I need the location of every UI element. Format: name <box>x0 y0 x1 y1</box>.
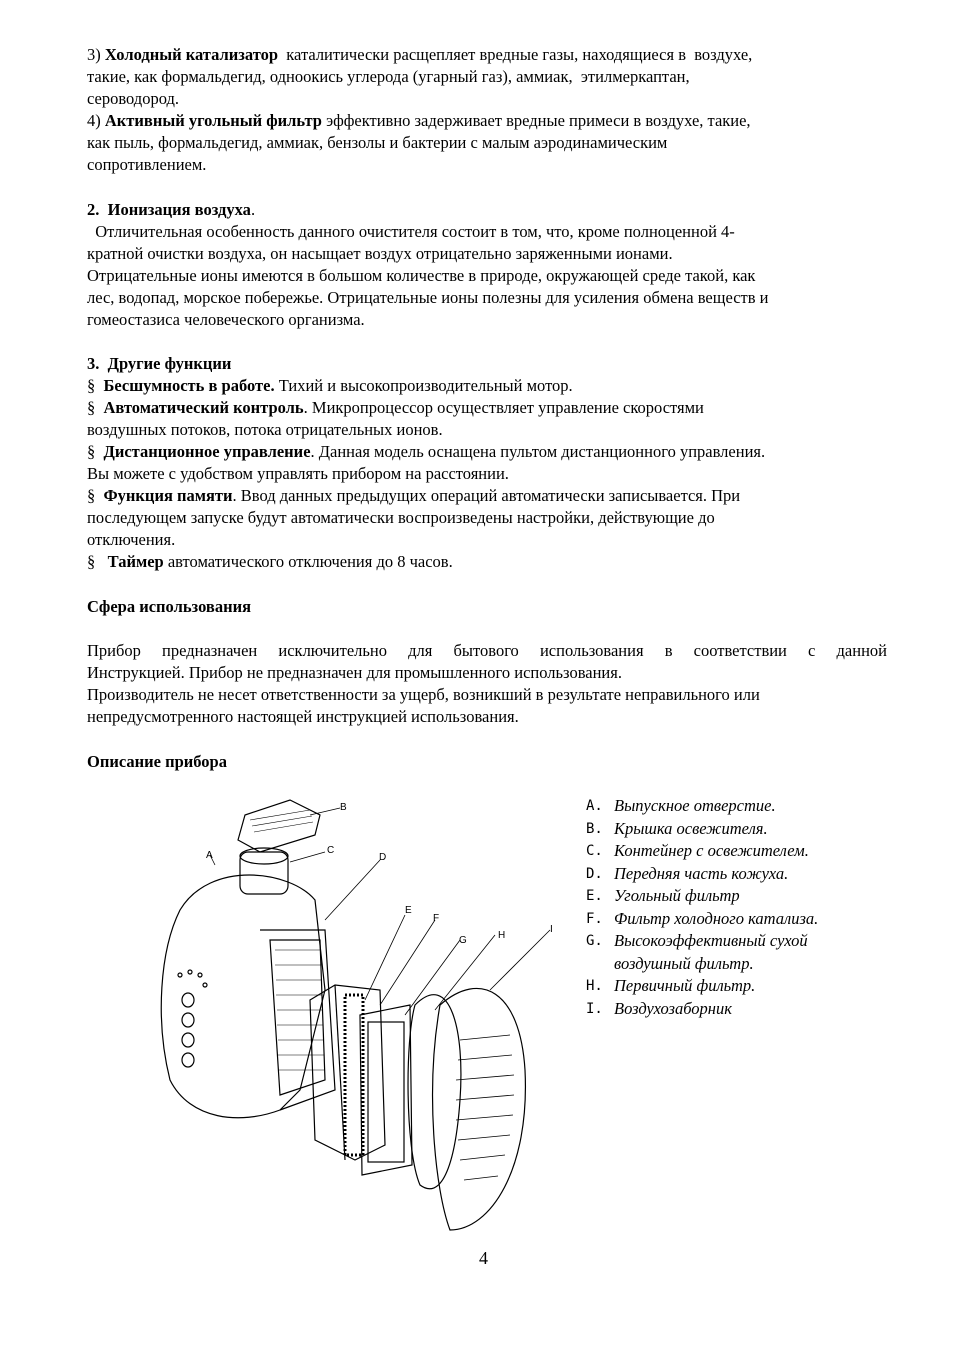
legend-text: воздушный фильтр. <box>614 953 754 973</box>
section-heading: Описание прибора <box>87 752 227 771</box>
text-line: Отрицательные ионы имеются в большом количестве в природе, окружающей среде такой, как <box>87 266 756 285</box>
legend-text: Угольный фильтр <box>614 886 740 905</box>
text-line: гомеостазиса человеческого организма. <box>87 310 365 329</box>
text-line: Отличительная особенность данного очистителя состоит в том, что, кроме полноценной 4- <box>87 222 735 241</box>
legend-text: Выпускное отверстие. <box>614 796 776 815</box>
function-title: Таймер <box>107 552 164 571</box>
filter-h <box>408 995 461 1189</box>
text-line: последующем запуске будут автоматически воспроизведены настройки, действующие до <box>87 508 715 527</box>
legend-item <box>586 953 818 976</box>
text-line: отключения. <box>87 530 176 549</box>
function-title: Бесшумность в работе. <box>103 376 275 395</box>
bullet-icon: § <box>87 552 96 571</box>
legend-item <box>586 795 818 818</box>
legend-key: D. <box>586 865 603 882</box>
diagram-label-h: H <box>498 930 506 941</box>
legend-item <box>586 975 818 998</box>
item-number: 3) <box>87 45 101 64</box>
legend-text: Контейнер с освежителем. <box>614 841 809 860</box>
legend-text: Первичный фильтр. <box>614 976 756 995</box>
text-line: Производитель не несет ответственности за ущерб, возникший в результате неправильного или <box>87 685 760 704</box>
legend-key <box>586 953 614 976</box>
filter-g <box>360 1005 412 1175</box>
leader-lines <box>210 808 550 1015</box>
page-number: 4 <box>479 1248 488 1268</box>
text-line: Прибор предназначен исключительно для бытового использования в соответствии с данной <box>87 641 887 660</box>
bullet-icon: § <box>87 442 96 461</box>
section-heading: Ионизация воздуха <box>107 200 251 219</box>
diagram-label-c: C <box>327 845 335 856</box>
device-diagram <box>150 790 580 1240</box>
legend-key: B. <box>586 820 603 837</box>
legend-text: Фильтр холодного катализа. <box>614 908 819 928</box>
legend-key: G. <box>586 933 603 949</box>
bullet-icon: § <box>87 376 96 395</box>
text-line: воздушных потоков, потока отрицательных ионов. <box>87 420 443 439</box>
function-title: Дистанционное управление <box>103 442 311 461</box>
text-line: лес, водопад, морское побережье. Отрицательные ионы полезны для усиления обмена веществ и <box>87 288 769 307</box>
section-other-functions <box>87 353 887 573</box>
parts-legend <box>586 795 818 1020</box>
diagram-label-b: B <box>340 802 347 813</box>
section-ionization: 2. Ионизация воздуха. Отличительная особенность данного очистителя состоит в том, что, кроме полноценной 4- кратной очистки воздуха, он насыщает воздух отрицательно заряженными ионами. Отрицательные ионы имеются в большом количестве в природе, окружающей среде такой, как лес, водопад, морское побережье. Отрицательные ионы полезны для усиления обмена веществ и гомеостазиса человеческого организма. <box>87 199 887 331</box>
text-line: каталитически расщепляет вредные газы, находящиеся в воздухе, <box>278 45 753 64</box>
function-title: Функция памяти <box>103 486 233 505</box>
text-line: . Ввод данных предыдущих операций автоматически записывается. При <box>232 486 741 505</box>
section-usage <box>87 596 887 728</box>
item-number: 4) <box>87 111 101 130</box>
legend-key: H. <box>586 978 603 994</box>
legend-item <box>586 818 818 841</box>
bullet-icon: § <box>87 398 96 417</box>
text-line: кратной очистки воздуха, он насыщает воздух отрицательно заряженными ионами. <box>87 244 673 263</box>
feature-3 <box>87 44 887 176</box>
text-line: Вы можете с удобством управлять прибором на расстоянии. <box>87 464 509 483</box>
legend-text: Крышка освежителя. <box>614 818 768 838</box>
diagram-label-e: E <box>405 905 412 916</box>
legend-item <box>586 908 818 931</box>
text-line: сопротивлением. <box>87 155 207 174</box>
section-heading: Сфера использования <box>87 597 252 616</box>
legend-text: Высокоэффективный сухой <box>614 931 808 950</box>
legend-key: A. <box>586 798 603 814</box>
diagram-label-g: G <box>459 935 467 946</box>
text-line: эффективно задерживает вредные примеси в воздухе, такие, <box>321 111 751 130</box>
section-number: 2. <box>87 200 100 219</box>
legend-key: E. <box>586 888 603 904</box>
legend-item <box>586 863 818 886</box>
section-description <box>87 751 887 773</box>
legend-item <box>586 998 818 1021</box>
text-line: непредусмотренного настоящей инструкцией использования. <box>87 707 519 726</box>
legend-key: F. <box>586 910 603 927</box>
text-line: автоматического отключения до 8 часов. <box>163 552 453 571</box>
diagram-label-a: A <box>206 850 213 861</box>
text-line: сероводород. <box>87 89 179 108</box>
text-line: Инструкцией. Прибор не предназначен для промышленного использования. <box>87 663 622 682</box>
legend-item <box>586 840 818 863</box>
device-body <box>161 800 335 1118</box>
bullet-icon: § <box>87 486 96 505</box>
function-title: Автоматический контроль <box>103 398 304 417</box>
legend-key: I. <box>586 1000 603 1017</box>
text-line: . Данная модель оснащена пультом дистанционного управления. <box>310 442 766 461</box>
legend-text: Передняя часть кожуха. <box>614 863 789 883</box>
diagram-label-f: F <box>433 913 440 924</box>
air-intake <box>433 988 526 1230</box>
text-line: . Микропроцессор осуществляет управление скоростями <box>303 398 704 417</box>
diagram-label-i: I <box>550 924 553 935</box>
text-line: Тихий и высокопроизводительный мотор. <box>274 376 573 395</box>
legend-key: C. <box>586 843 603 859</box>
text-line: как пыль, формальдегид, аммиак, бензолы и бактерии с малым аэродинамическим <box>87 133 668 152</box>
filter-e <box>310 985 385 1160</box>
feature-title: Активный угольный фильтр <box>104 111 322 130</box>
control-buttons <box>178 970 207 1067</box>
legend-text: Воздухозаборник <box>614 998 732 1018</box>
diagram-label-d: D <box>379 852 387 863</box>
legend-item <box>586 930 818 953</box>
legend-item <box>586 885 818 908</box>
feature-title: Холодный катализатор <box>104 45 279 64</box>
section-heading: Другие функции <box>107 354 232 373</box>
section-number: 3. <box>87 354 100 373</box>
text-line: такие, как формальдегид, одноокись углерода (угарный газ), аммиак, этилмеркаптан, <box>87 67 690 86</box>
